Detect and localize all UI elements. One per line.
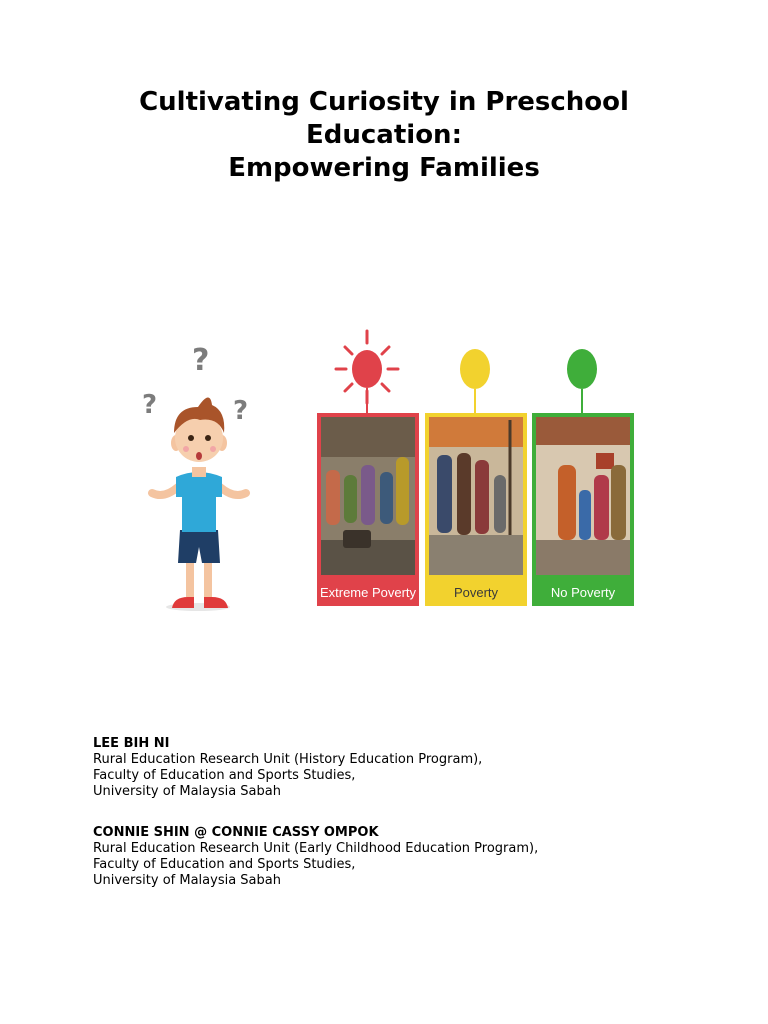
yellow-bulb-icon (460, 349, 490, 413)
author-affiliation: Rural Education Research Unit (Early Childhood Education Program), (93, 841, 539, 856)
question-mark-icon: ? (233, 396, 249, 426)
panel-label-poverty: Poverty (453, 585, 499, 600)
title-line-2: Education: (306, 120, 462, 150)
author-university: University of Malaysia Sabah (93, 873, 281, 888)
panel-no-poverty (532, 413, 634, 606)
author-block (93, 736, 713, 800)
author-affiliation: Rural Education Research Unit (History Education Program), (93, 752, 483, 767)
confused-boy-illustration (142, 343, 248, 611)
author-list (93, 736, 713, 914)
question-mark-icon: ? (192, 343, 210, 378)
title-line-3: Empowering Families (228, 153, 540, 183)
green-bulb-icon (567, 349, 597, 413)
question-mark-icon: ? (142, 390, 158, 420)
panel-poverty (425, 413, 527, 606)
poverty-panels (317, 331, 634, 606)
panel-label-extreme-poverty: Extreme Poverty (319, 585, 417, 600)
panel-extreme-poverty (317, 413, 419, 606)
document-title (0, 86, 768, 185)
author-block (93, 825, 713, 889)
author-faculty: Faculty of Education and Sports Studies, (93, 768, 356, 783)
title-line-1: Cultivating Curiosity in Preschool (139, 87, 629, 117)
author-name: CONNIE SHIN @ CONNIE CASSY OMPOK (93, 825, 379, 840)
author-name: LEE BIH NI (93, 736, 170, 751)
sun-icon (336, 331, 398, 413)
cover-illustration (130, 325, 650, 625)
author-faculty: Faculty of Education and Sports Studies, (93, 857, 356, 872)
author-university: University of Malaysia Sabah (93, 784, 281, 799)
panel-label-no-poverty: No Poverty (550, 585, 616, 600)
